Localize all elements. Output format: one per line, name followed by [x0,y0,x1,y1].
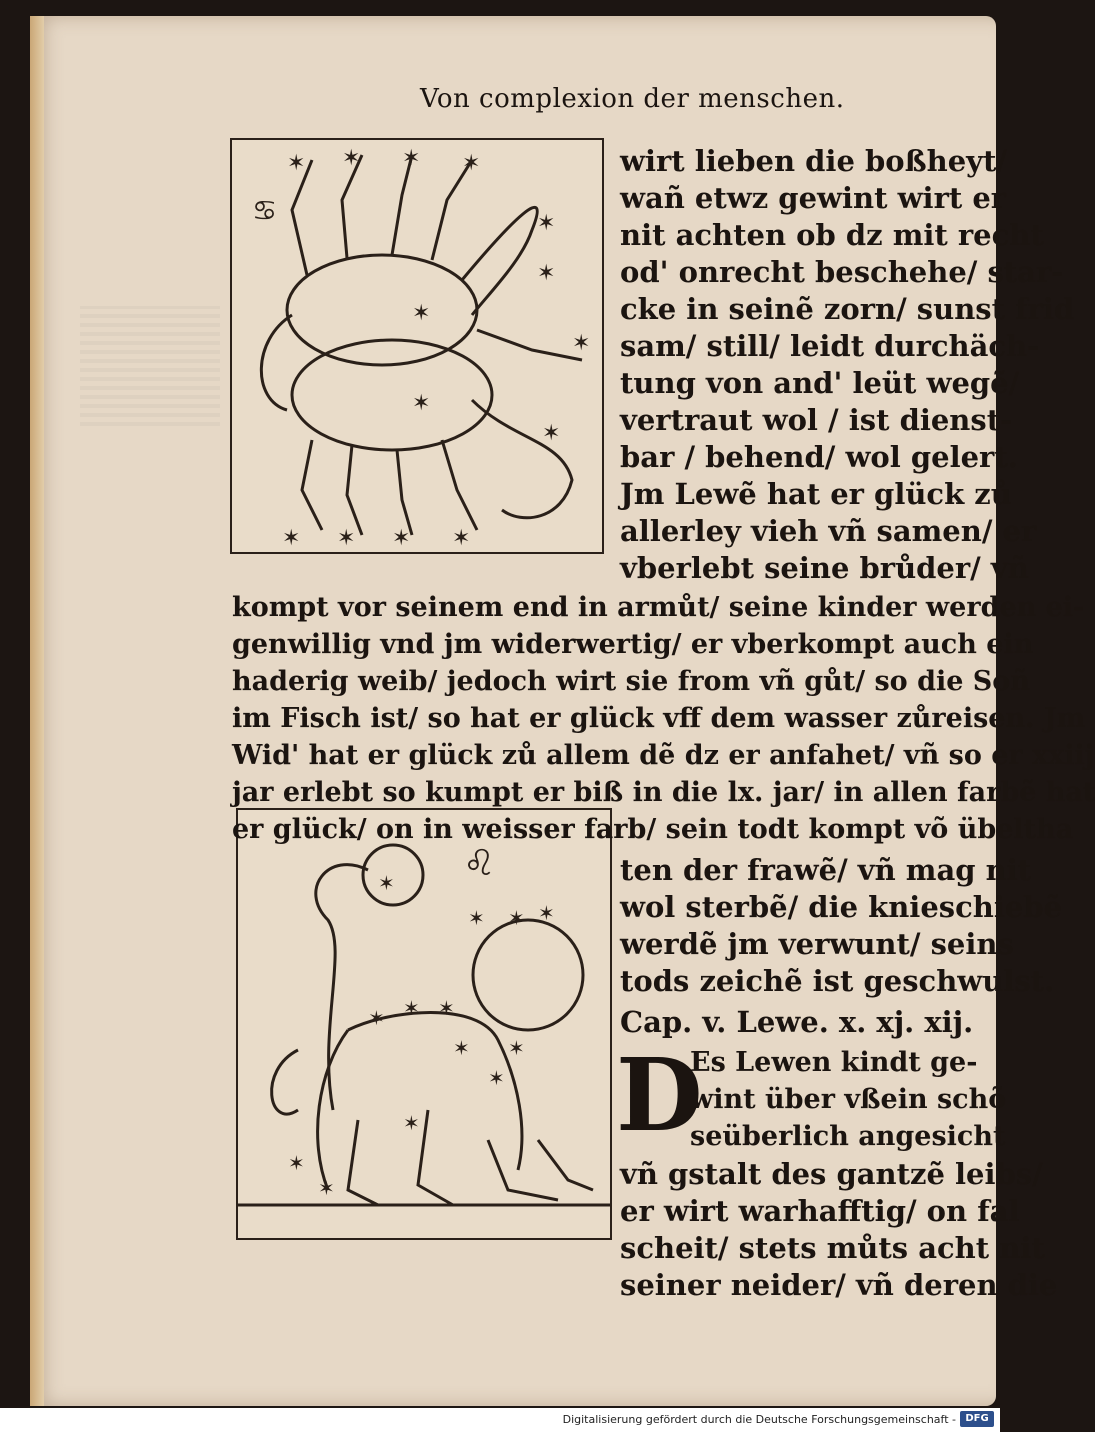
text-line: seüberlich angesicht [690,1121,1006,1152]
text-line: cke in seinẽ zorn/ sunst frid [620,292,1075,326]
text-line: allerley vieh vñ samen/ er [620,514,1037,548]
drop-initial: D [616,1036,703,1154]
svg-text:✶: ✶ [378,871,395,895]
leo-woodcut [236,808,612,1240]
text-line: tung von and' leüt wegẽ/ [620,366,1020,400]
text-line: ten der frawẽ/ vñ mag nit [620,853,1032,887]
svg-text:✶: ✶ [537,211,556,236]
text-line: seiner neider/ vñ deren die [620,1268,1058,1302]
svg-text:✶: ✶ [538,901,555,925]
text-line: sam/ still/ leidt durchäch- [620,329,1040,363]
text-line: scheit/ stets můts acht nit [620,1231,1045,1265]
running-head: Von complexion der menschen. [420,84,845,114]
svg-text:✶: ✶ [542,421,561,446]
svg-text:✶: ✶ [462,151,481,176]
text-line: jar erlebt so kumpt er biß in die lx. jar/ in allen farbẽ hat [232,777,1095,808]
chapter-heading: Cap. v. Lewe. x. xj. xij. [620,1005,974,1039]
text-line: wañ etwz gewint wirt er [620,181,1007,215]
svg-text:✶: ✶ [468,906,485,930]
text-line: vertraut wol / ist dienst- [620,403,1013,437]
svg-text:✶: ✶ [402,146,421,171]
text-line: vñ gstalt des gantzẽ leibs/ [620,1157,1043,1191]
svg-text:✶: ✶ [368,1006,385,1030]
svg-text:✶: ✶ [287,151,306,176]
svg-text:✶: ✶ [438,996,455,1020]
page-gutter-edge [30,16,44,1406]
svg-text:✶: ✶ [318,1176,335,1200]
text-line: im Fisch ist/ so hat er glück vff dem wasser zůreisen. Jm [232,703,1086,734]
svg-text:✶: ✶ [508,906,525,930]
dfg-logo: DFG [960,1411,994,1427]
text-line: tods zeichẽ ist geschwulst. [620,964,1055,998]
text-line: kompt vor seinem end in armůt/ seine kinder werden ei- [232,592,1085,623]
text-line: bar / behend/ wol gelert. [620,440,1018,474]
svg-text:✶: ✶ [508,1036,525,1060]
svg-text:✶: ✶ [572,331,591,356]
svg-text:♋: ♋ [252,194,278,227]
svg-text:✶: ✶ [342,146,361,171]
svg-text:♌: ♌ [463,843,496,884]
crab-illustration [232,140,602,552]
text-line: genwillig vnd jm widerwertig/ er vberkompt auch ein [232,629,1034,660]
svg-text:✶: ✶ [392,526,411,551]
svg-text:✶: ✶ [288,1151,305,1175]
svg-text:✶: ✶ [282,526,301,551]
show-through-bleed [80,306,220,426]
text-line: nit achten ob dz mit recht [620,218,1044,252]
text-line: wirt lieben die boßheyt/ [620,144,1008,178]
cancer-woodcut [230,138,604,554]
svg-text:✶: ✶ [403,1111,420,1135]
text-line: er glück/ on in weisser farb/ sein todt kompt võ übeltha [232,814,1074,845]
footer-credit: Digitalisierung gefördert durch die Deutsche Forschungsgemeinschaft - [562,1413,956,1426]
text-line: Es Lewen kindt ge- [690,1047,978,1078]
svg-text:✶: ✶ [412,391,431,416]
svg-text:✶: ✶ [452,526,471,551]
text-line: Jm Lewẽ hat er glück zů [620,477,1012,511]
text-line: wol sterbẽ/ die knieschiebẽ [620,890,1063,924]
svg-text:✶: ✶ [488,1066,505,1090]
text-line: Wid' hat er glück zů allem dẽ dz er anfahet/ vñ so er xxiij [232,740,1095,771]
svg-text:✶: ✶ [412,301,431,326]
text-line: er wirt warhafftig/ on fal [620,1194,1020,1228]
text-line: od' onrecht beschehe/ star- [620,255,1064,289]
text-line: haderig weib/ jedoch wirt sie from vñ gůt/ so die Soñ [232,666,1030,697]
text-line: vberlebt seine brůder/ vñ [620,551,1029,585]
lion-illustration [238,810,610,1238]
text-line: werdẽ jm verwunt/ seins [620,927,1014,961]
svg-text:✶: ✶ [453,1036,470,1060]
svg-text:✶: ✶ [403,996,420,1020]
svg-text:✶: ✶ [337,526,356,551]
svg-text:✶: ✶ [537,261,556,286]
text-line: wint über vßein schõ [690,1084,1007,1115]
